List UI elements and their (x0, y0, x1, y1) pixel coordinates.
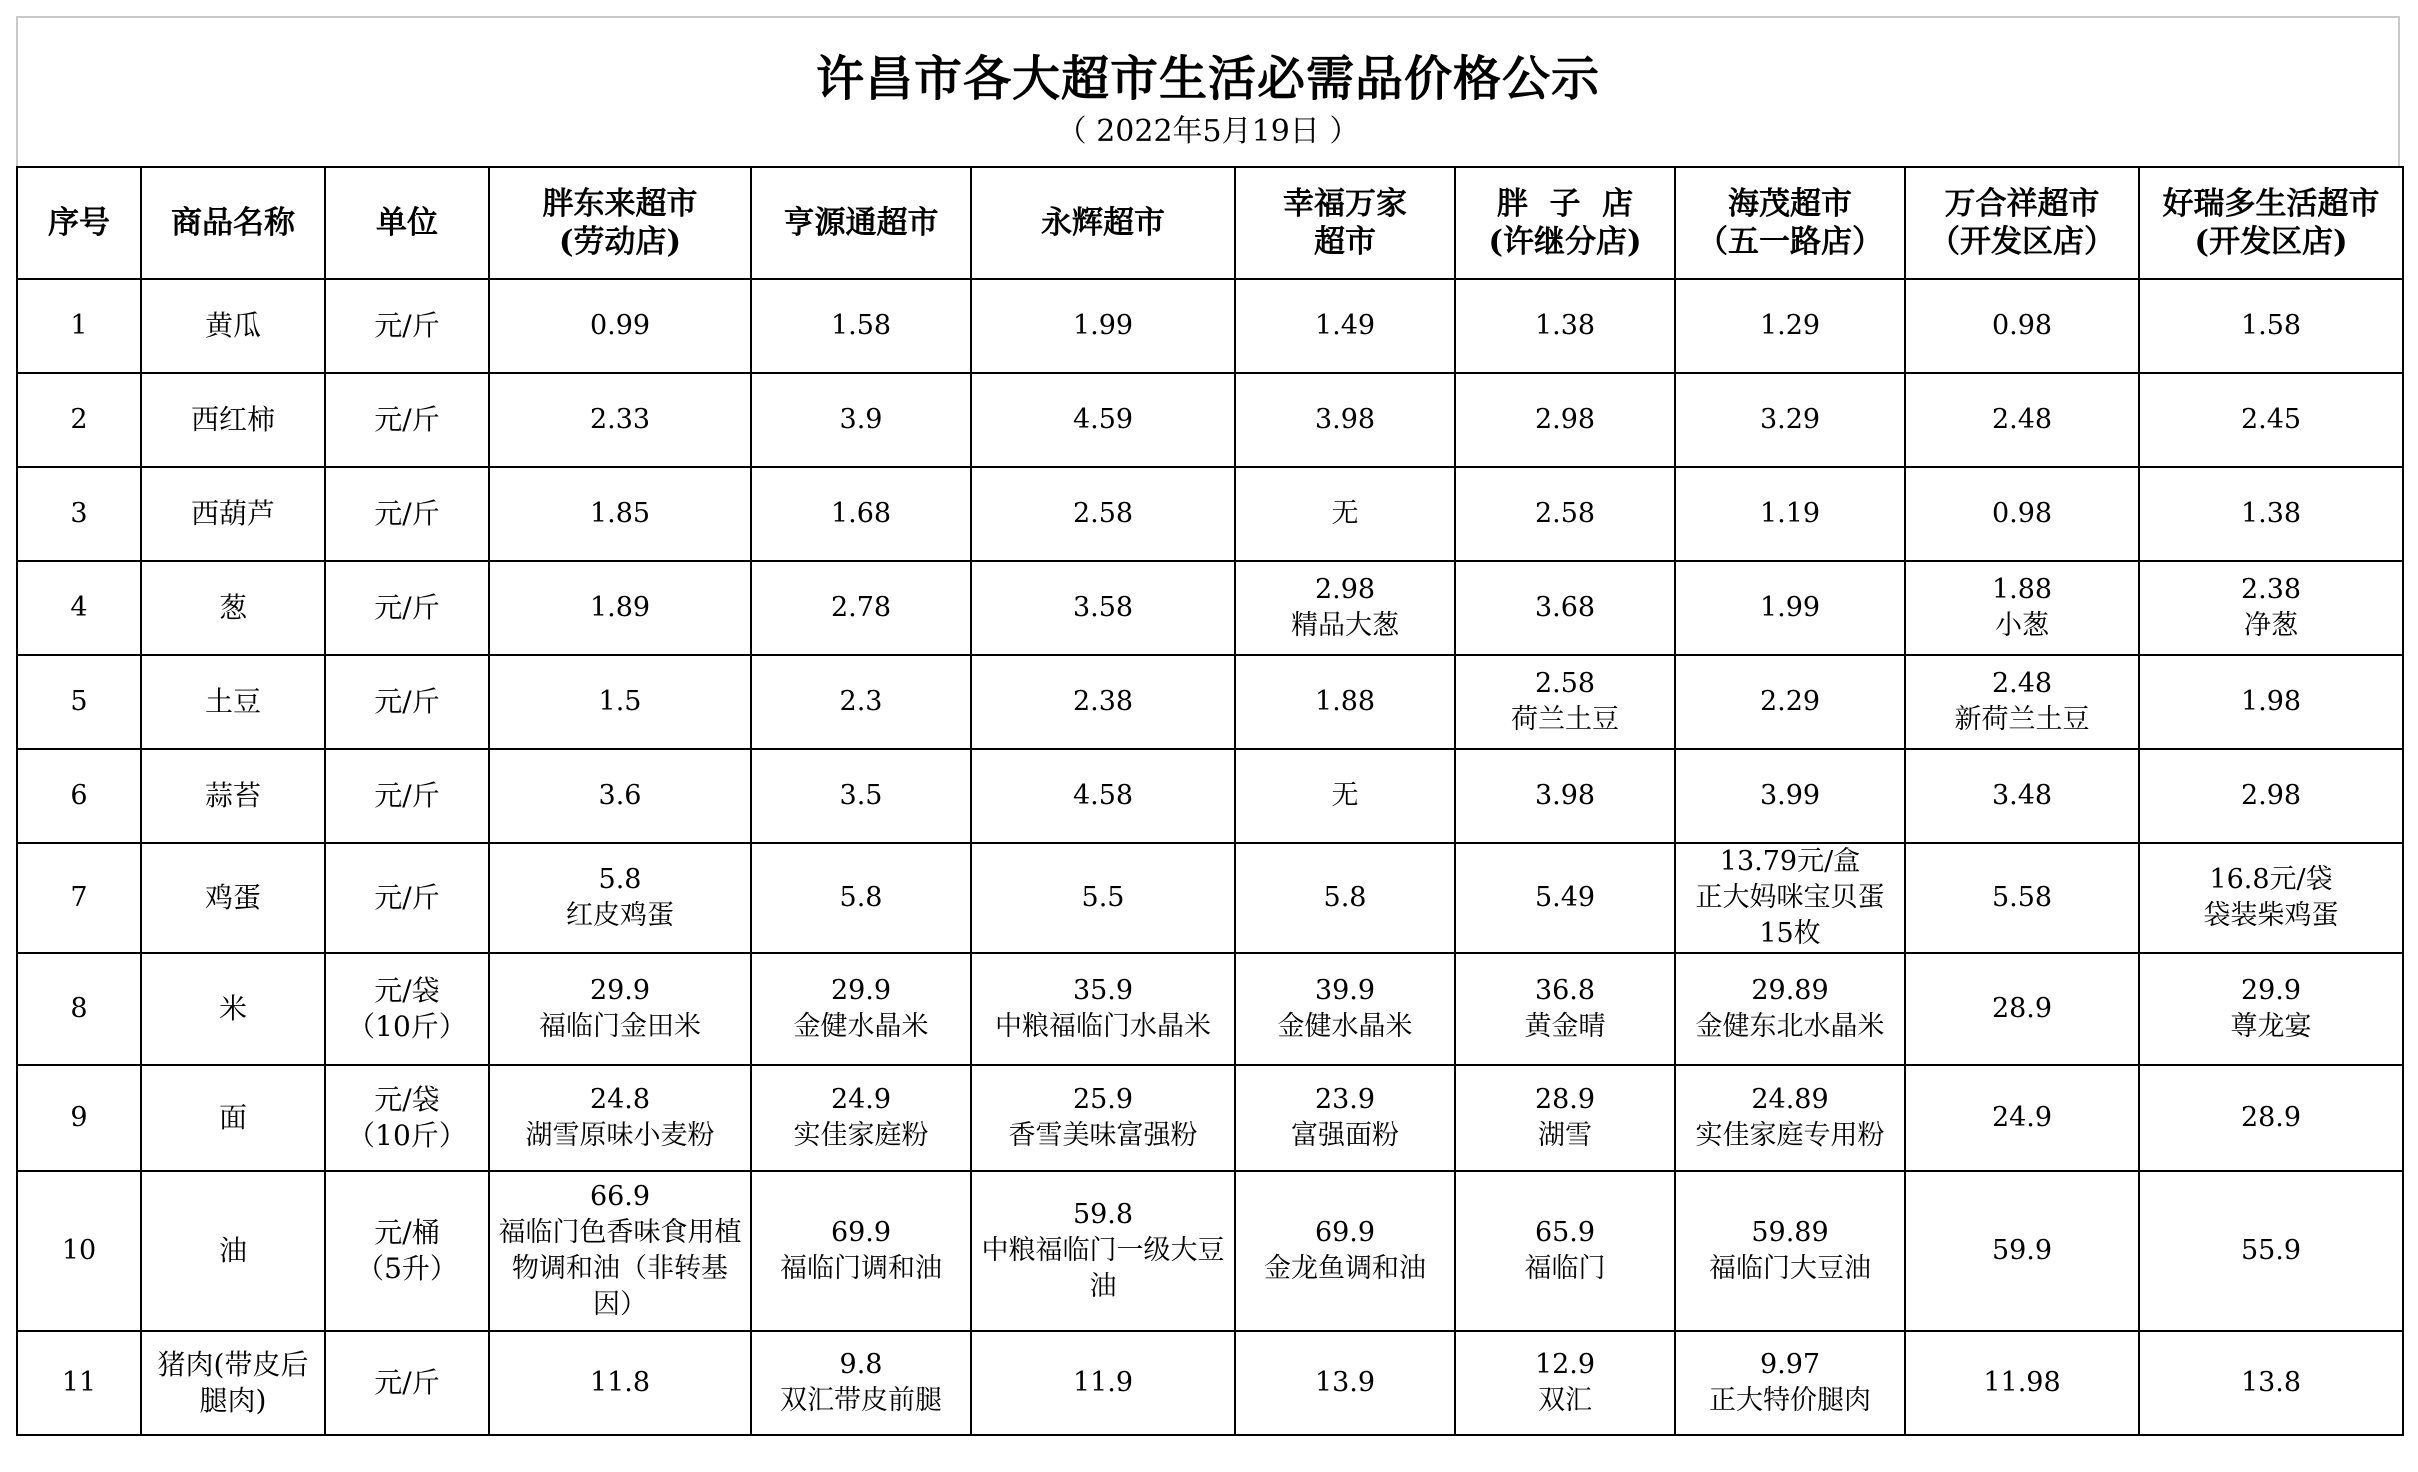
row-number-cell: 1 (17, 279, 141, 373)
price-cell: 59.89 福临门大豆油 (1675, 1171, 1905, 1331)
price-cell: 29.9 金健水晶米 (751, 953, 971, 1065)
header-cell: 胖 子 店 (许继分店) (1455, 167, 1675, 279)
price-cell: 28.9 (1905, 953, 2139, 1065)
unit-cell: 元/袋 （10斤） (325, 953, 489, 1065)
unit-cell: 元/斤 (325, 561, 489, 655)
price-cell: 5.8 (1235, 843, 1455, 953)
price-cell: 9.97 正大特价腿肉 (1675, 1331, 1905, 1435)
row-number-cell: 8 (17, 953, 141, 1065)
page-date: （ 2022年5月19日 ） (1056, 114, 1360, 149)
price-cell: 12.9 双汇 (1455, 1331, 1675, 1435)
price-cell: 28.9 (2139, 1065, 2403, 1171)
header-cell: 序号 (17, 167, 141, 279)
price-cell: 2.38 净葱 (2139, 561, 2403, 655)
product-name-cell: 土豆 (141, 655, 325, 749)
price-cell: 1.38 (1455, 279, 1675, 373)
product-name-cell: 猪肉(带皮后腿肉) (141, 1331, 325, 1435)
unit-cell: 元/斤 (325, 467, 489, 561)
product-name-cell: 鸡蛋 (141, 843, 325, 953)
price-cell: 65.9 福临门 (1455, 1171, 1675, 1331)
price-notice-sheet (16, 16, 2402, 1454)
price-cell: 39.9 金健水晶米 (1235, 953, 1455, 1065)
unit-cell: 元/斤 (325, 843, 489, 953)
price-cell: 13.79元/盒 正大妈咪宝贝蛋15枚 (1675, 843, 1905, 953)
unit-cell: 元/桶 （5升） (325, 1171, 489, 1331)
price-cell: 3.98 (1235, 373, 1455, 467)
row-number-cell: 11 (17, 1331, 141, 1435)
price-cell: 59.9 (1905, 1171, 2139, 1331)
price-cell: 2.48 新荷兰土豆 (1905, 655, 2139, 749)
price-cell: 36.8 黄金晴 (1455, 953, 1675, 1065)
price-cell: 11.98 (1905, 1331, 2139, 1435)
table-row (17, 561, 2403, 655)
table-row (17, 467, 2403, 561)
price-cell: 2.98 精品大葱 (1235, 561, 1455, 655)
product-name-cell: 蒜苔 (141, 749, 325, 843)
header-cell: 商品名称 (141, 167, 325, 279)
price-cell: 25.9 香雪美味富强粉 (971, 1065, 1235, 1171)
price-cell: 1.89 (489, 561, 751, 655)
price-cell: 1.58 (2139, 279, 2403, 373)
price-cell: 1.99 (971, 279, 1235, 373)
price-cell: 13.8 (2139, 1331, 2403, 1435)
price-cell: 2.38 (971, 655, 1235, 749)
price-cell: 2.98 (2139, 749, 2403, 843)
header-cell: 单位 (325, 167, 489, 279)
price-cell: 11.9 (971, 1331, 1235, 1435)
price-cell: 13.9 (1235, 1331, 1455, 1435)
header-cell: 万合祥超市 （开发区店） (1905, 167, 2139, 279)
price-cell: 24.9 (1905, 1065, 2139, 1171)
price-cell: 66.9 福临门色香味食用植物调和油（非转基因） (489, 1171, 751, 1331)
price-cell: 29.89 金健东北水晶米 (1675, 953, 1905, 1065)
price-cell: 2.98 (1455, 373, 1675, 467)
price-cell: 3.29 (1675, 373, 1905, 467)
price-cell: 29.9 福临门金田米 (489, 953, 751, 1065)
unit-cell: 元/斤 (325, 749, 489, 843)
price-cell: 3.58 (971, 561, 1235, 655)
product-name-cell: 葱 (141, 561, 325, 655)
price-cell: 0.98 (1905, 467, 2139, 561)
price-cell: 1.99 (1675, 561, 1905, 655)
price-cell: 2.58 (971, 467, 1235, 561)
price-cell: 5.49 (1455, 843, 1675, 953)
price-cell: 0.98 (1905, 279, 2139, 373)
product-name-cell: 西红柿 (141, 373, 325, 467)
price-cell: 5.5 (971, 843, 1235, 953)
row-number-cell: 6 (17, 749, 141, 843)
product-name-cell: 油 (141, 1171, 325, 1331)
price-cell: 69.9 福临门调和油 (751, 1171, 971, 1331)
price-table (16, 166, 2404, 1436)
price-cell: 2.58 荷兰土豆 (1455, 655, 1675, 749)
table-row (17, 843, 2403, 953)
product-name-cell: 面 (141, 1065, 325, 1171)
price-cell: 4.58 (971, 749, 1235, 843)
header-cell: 胖东来超市 (劳动店) (489, 167, 751, 279)
price-cell: 1.5 (489, 655, 751, 749)
price-cell: 3.99 (1675, 749, 1905, 843)
price-cell: 35.9 中粮福临门水晶米 (971, 953, 1235, 1065)
price-cell: 5.8 (751, 843, 971, 953)
unit-cell: 元/斤 (325, 279, 489, 373)
row-number-cell: 3 (17, 467, 141, 561)
price-cell: 2.33 (489, 373, 751, 467)
table-row (17, 1065, 2403, 1171)
price-cell: 3.6 (489, 749, 751, 843)
price-cell: 55.9 (2139, 1171, 2403, 1331)
unit-cell: 元/斤 (325, 373, 489, 467)
header-cell: 幸福万家 超市 (1235, 167, 1455, 279)
price-cell: 无 (1235, 749, 1455, 843)
price-cell: 59.8 中粮福临门一级大豆油 (971, 1171, 1235, 1331)
price-cell: 3.5 (751, 749, 971, 843)
price-cell: 2.3 (751, 655, 971, 749)
price-cell: 24.89 实佳家庭专用粉 (1675, 1065, 1905, 1171)
price-cell: 1.19 (1675, 467, 1905, 561)
price-cell: 1.38 (2139, 467, 2403, 561)
price-cell: 23.9 富强面粉 (1235, 1065, 1455, 1171)
row-number-cell: 10 (17, 1171, 141, 1331)
unit-cell: 元/斤 (325, 1331, 489, 1435)
row-number-cell: 7 (17, 843, 141, 953)
product-name-cell: 米 (141, 953, 325, 1065)
table-row (17, 373, 2403, 467)
price-cell: 1.88 小葱 (1905, 561, 2139, 655)
price-cell: 5.58 (1905, 843, 2139, 953)
product-name-cell: 黄瓜 (141, 279, 325, 373)
price-cell: 1.98 (2139, 655, 2403, 749)
price-cell: 5.8 红皮鸡蛋 (489, 843, 751, 953)
row-number-cell: 2 (17, 373, 141, 467)
table-row (17, 1171, 2403, 1331)
price-cell: 2.58 (1455, 467, 1675, 561)
price-cell: 24.9 实佳家庭粉 (751, 1065, 971, 1171)
price-cell: 2.48 (1905, 373, 2139, 467)
row-number-cell: 5 (17, 655, 141, 749)
table-row (17, 749, 2403, 843)
price-cell: 11.8 (489, 1331, 751, 1435)
price-cell: 无 (1235, 467, 1455, 561)
table-row (17, 953, 2403, 1065)
table-row (17, 655, 2403, 749)
price-cell: 3.68 (1455, 561, 1675, 655)
price-cell: 3.98 (1455, 749, 1675, 843)
price-cell: 3.9 (751, 373, 971, 467)
price-cell: 2.78 (751, 561, 971, 655)
price-cell: 3.48 (1905, 749, 2139, 843)
price-cell: 9.8 双汇带皮前腿 (751, 1331, 971, 1435)
table-row (17, 1331, 2403, 1435)
price-cell: 1.88 (1235, 655, 1455, 749)
price-cell: 0.99 (489, 279, 751, 373)
price-cell: 24.8 湖雪原味小麦粉 (489, 1065, 751, 1171)
price-cell: 1.68 (751, 467, 971, 561)
price-cell: 1.58 (751, 279, 971, 373)
product-name-cell: 西葫芦 (141, 467, 325, 561)
price-cell: 69.9 金龙鱼调和油 (1235, 1171, 1455, 1331)
price-cell: 4.59 (971, 373, 1235, 467)
header-cell: 亨源通超市 (751, 167, 971, 279)
unit-cell: 元/斤 (325, 655, 489, 749)
header-cell: 永辉超市 (971, 167, 1235, 279)
price-cell: 28.9 湖雪 (1455, 1065, 1675, 1171)
price-cell: 2.29 (1675, 655, 1905, 749)
table-row (17, 279, 2403, 373)
price-cell: 1.85 (489, 467, 751, 561)
price-cell: 29.9 尊龙宴 (2139, 953, 2403, 1065)
row-number-cell: 9 (17, 1065, 141, 1171)
unit-cell: 元/袋 （10斤） (325, 1065, 489, 1171)
title-box (16, 16, 2400, 166)
price-cell: 1.29 (1675, 279, 1905, 373)
header-cell: 海茂超市 （五一路店） (1675, 167, 1905, 279)
page-title: 许昌市各大超市生活必需品价格公示 (815, 51, 1600, 107)
price-cell: 1.49 (1235, 279, 1455, 373)
header-cell: 好瑞多生活超市 (开发区店) (2139, 167, 2403, 279)
price-cell: 2.45 (2139, 373, 2403, 467)
price-cell: 16.8元/袋 袋装柴鸡蛋 (2139, 843, 2403, 953)
header-row (17, 167, 2403, 279)
row-number-cell: 4 (17, 561, 141, 655)
